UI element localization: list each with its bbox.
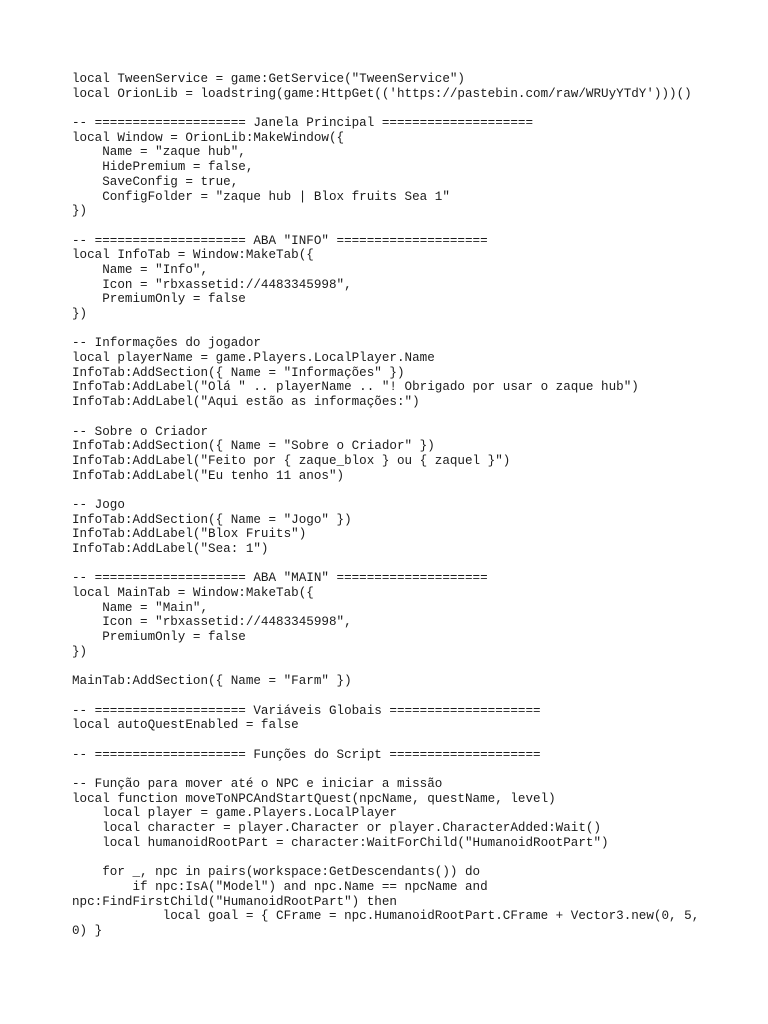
blank-line [72,850,732,865]
code-line: }) [72,644,88,659]
code-line: -- ==================== ABA "MAIN" ==================== [72,571,488,586]
code-line: local goal = { CFrame = npc.HumanoidRootPart.CFrame + Vector3.new(0, 5, [72,909,700,924]
code-line: InfoTab:AddSection({ Name = "Informações" }) [72,365,405,380]
code-line: InfoTab:AddLabel("Eu tenho 11 anos") [72,468,345,483]
code-line: InfoTab:AddSection({ Name = "Sobre o Criador" }) [72,439,435,454]
code-line: -- Sobre o Criador [72,424,209,439]
code-line: InfoTab:AddLabel("Feito por { zaque_blox } ou { zaquel }") [72,453,511,468]
code-line: ConfigFolder = "zaque hub | Blox fruits Sea 1" [72,189,450,204]
code-line: if npc:IsA("Model") and npc.Name == npcName and [72,879,488,894]
code-line: MainTab:AddSection({ Name = "Farm" }) [72,674,352,689]
code-line: }) [72,307,88,321]
code-line: InfoTab:AddLabel("Aqui estão as informações:") [72,395,420,410]
blank-line [72,322,732,337]
code-line: PremiumOnly = false [72,292,246,307]
code-line: local player = game.Players.LocalPlayer [72,806,397,821]
code-line: InfoTab:AddSection({ Name = "Jogo" }) [72,512,352,527]
code-line: InfoTab:AddLabel("Blox Fruits") [72,527,307,542]
code-line: Icon = "rbxassetid://4483345998", [72,277,352,292]
blank-line [72,689,732,704]
blank-line [72,410,732,425]
code-line: Name = "Info", [72,262,209,277]
code-line: -- ==================== Janela Principal ==================== [72,116,534,131]
code-line: Name = "Main", [72,600,209,615]
code-line: local InfoTab = Window:MakeTab({ [72,248,314,263]
code-line: -- ==================== Funções do Script ==================== [72,747,541,762]
code-line: local Window = OrionLib:MakeWindow({ [72,130,345,145]
code-line: for _, npc in pairs(workspace:GetDescendants()) do [72,865,481,880]
code-line: local character = player.Character or player.CharacterAdded:Wait() [72,821,602,836]
code-line: npc:FindFirstChild("HumanoidRootPart") then [72,894,397,909]
code-line: -- ==================== Variáveis Globais ==================== [72,703,541,718]
code-line: local playerName = game.Players.LocalPlayer.Name [72,351,435,366]
blank-line [72,762,732,777]
code-line: local MainTab = Window:MakeTab({ [72,586,314,601]
code-line: 0) } [72,923,103,938]
code-line: local autoQuestEnabled = false [72,718,299,733]
code-line: -- ==================== ABA "INFO" ==================== [72,233,488,248]
code-line: -- Informações do jogador [72,336,261,351]
code-line: local function moveToNPCAndStartQuest(npcName, questName, level) [72,791,556,806]
code-line: HidePremium = false, [72,160,254,175]
code-line: local humanoidRootPart = character:WaitForChild("HumanoidRootPart") [72,835,609,850]
blank-line [72,219,732,234]
code-line: -- Jogo [72,497,125,512]
code-line: local TweenService = game:GetService("TweenService") [72,72,465,86]
code-line: InfoTab:AddLabel("Olá " .. playerName .. "! Obrigado por usar o zaque hub") [72,380,639,395]
code-line: PremiumOnly = false [72,630,246,645]
code-line: local OrionLib = loadstring(game:HttpGet(('https://pastebin.com/raw/WRUyYTdY')))() [72,86,692,101]
blank-line [72,557,732,572]
blank-line [72,660,732,675]
blank-line [72,483,732,498]
blank-line [72,101,732,116]
code-line: SaveConfig = true, [72,174,239,189]
code-line: Name = "zaque hub", [72,145,246,160]
code-line: -- Função para mover até o NPC e iniciar a missão [72,777,443,791]
blank-line [72,733,732,748]
code-line: }) [72,204,88,219]
code-line: InfoTab:AddLabel("Sea: 1") [72,542,269,556]
code-listing [72,72,732,939]
code-line: Icon = "rbxassetid://4483345998", [72,615,352,630]
